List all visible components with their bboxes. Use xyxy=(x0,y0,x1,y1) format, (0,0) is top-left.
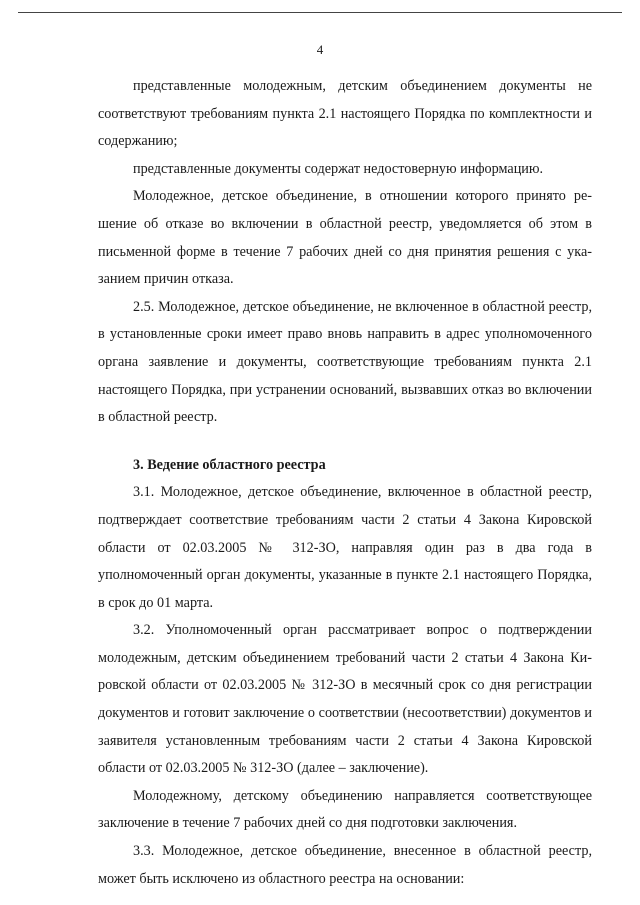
paragraph-conclusion-sent: Молодежному, детскому объединению направляется соответствующее заключение в течение 7 рабочих дней со дня подготовки заключения. xyxy=(98,787,592,832)
paragraph-3-1: 3.1. Молодежное, детское объединение, включенное в областной реестр, подтверждает соответствие требованиям части 2 статьи 4 Закона Кировской области от 02.03.2005 № 312-ЗО, направляя один раз в два года в уполномоченный орган документы, указанные в пункте 2.1 настоящего Порядка, в срок до 01 марта. xyxy=(98,484,592,611)
paragraph-3-3: 3.3. Молодежное, детское объединение, внесенное в областной реестр, может быть исключено из областного реестра на основании: xyxy=(98,843,592,887)
paragraph-3-2: 3.2. Уполномоченный орган рассматривает вопрос о подтверждении молодежным, детским объединением требований части 2 статьи 4 Закона Кировской области от 02.03.2005 № 312-ЗО в месячный срок со дня регистрации документов и готовит заключение о соответствии (несоответствии) документов и заявителя установленным требованиям части 2 статьи 4 Закона Кировской области от 02.03.2005 № 312-ЗО (далее – заключение). xyxy=(98,622,592,777)
paragraph-refusal-notification: Молодежное, детское объединение, в отношении которого принято решение об отказе во включении в областной реестр, уведомляется об этом в письменной форме в течение 7 рабочих дней со дня принятия решения с указанием причин отказа. xyxy=(98,188,592,288)
section-3-heading: 3. Ведение областного реестра xyxy=(133,456,326,473)
paragraph-documents-not-compliant: представленные молодежным, детским объединением документы не соответствуют требованиям пункта 2.1 настоящего Порядка по комплектности и содержанию; xyxy=(98,78,592,150)
page-number: 4 xyxy=(316,42,324,57)
header-rule xyxy=(18,12,622,13)
paragraph-invalid-information: представленные документы содержат недостоверную информацию. xyxy=(133,160,544,177)
paragraph-2-5-reapplication: 2.5. Молодежное, детское объединение, не включенное в областной реестр, в установленные сроки имеет право вновь направить в адрес уполномоченного органа заявление и документы, соответствующие требованиям пункта 2.1 настоящего Порядка, при устранении оснований, вызвавших отказ во включении в областной реестр. xyxy=(98,298,592,426)
document-body xyxy=(98,73,592,893)
